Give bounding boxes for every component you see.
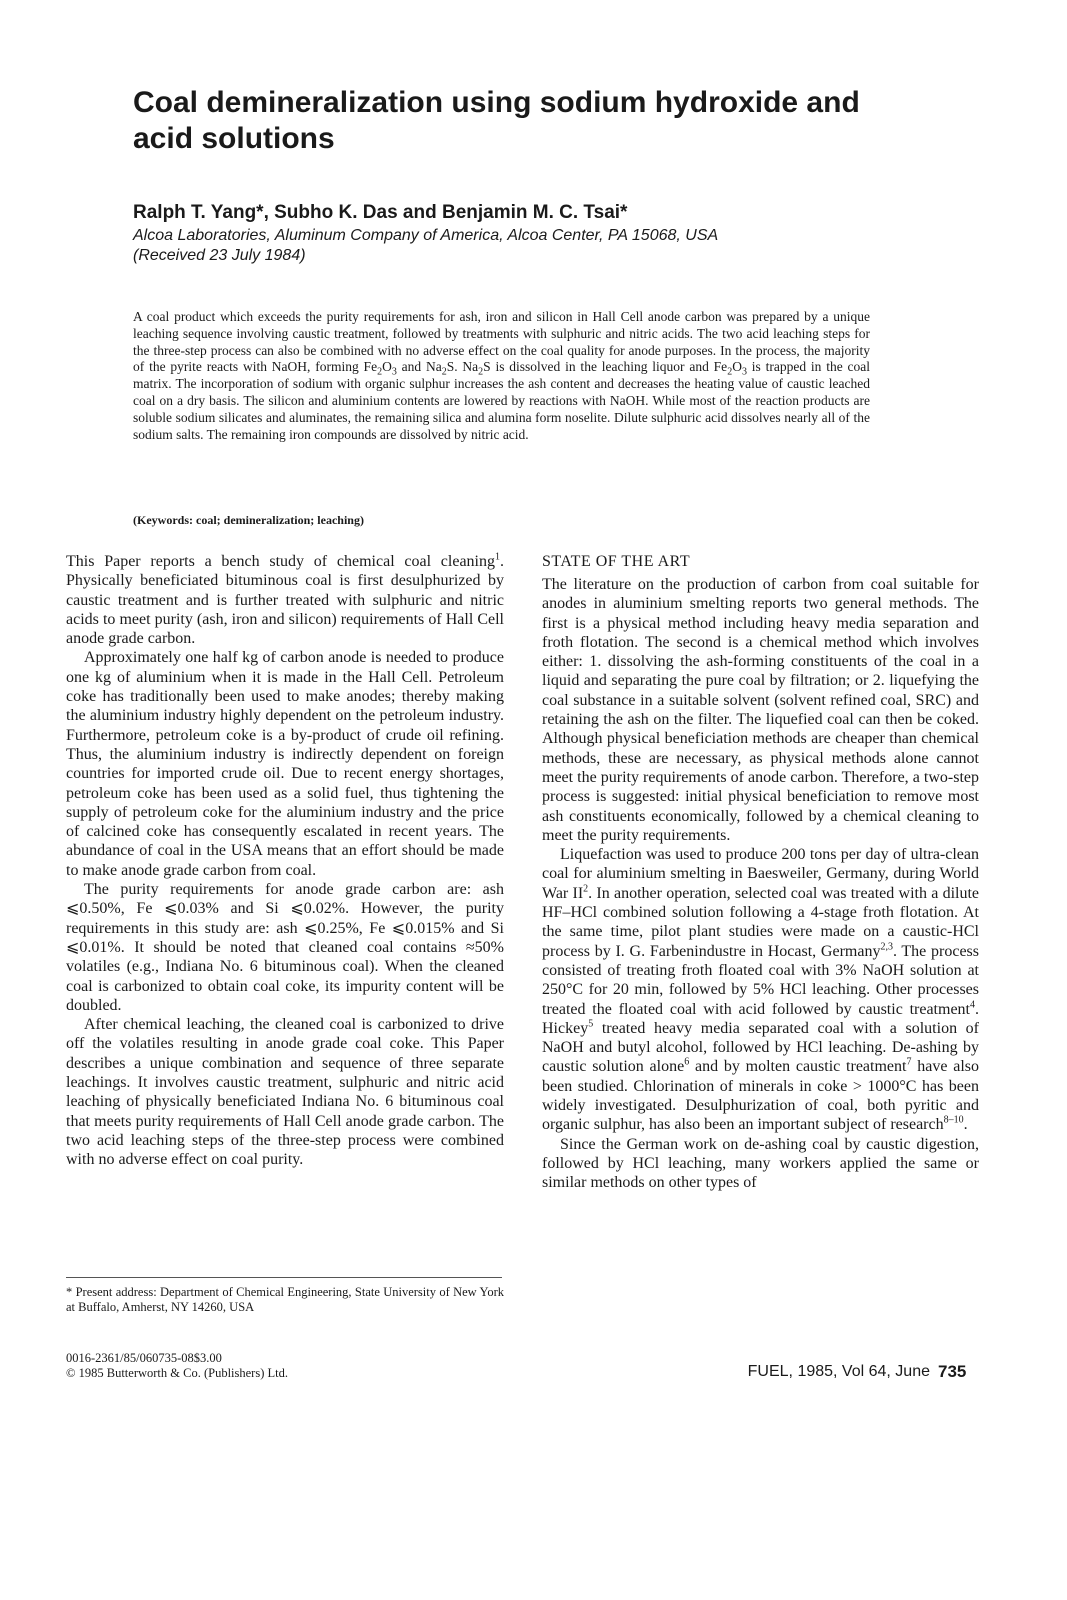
section-heading: STATE OF THE ART (542, 553, 691, 570)
footnote: * Present address: Department of Chemical Engineering, State University of New York at Buffalo, Amherst, NY 14260, USA (66, 1285, 504, 1314)
body-paragraph: This Paper reports a bench study of chemical coal cleaning$^1$. Physically beneficiated bituminous coal is first desulphurized by caustic treatment and is further treated with sulphuric and nitric acids to meet purity (ash, iron and silicon) requirements of Hall Cell anode grade carbon. (66, 551, 504, 648)
paper-title: Coal demineralization using sodium hydroxide and acid solutions (133, 86, 860, 155)
body-paragraph: Since the German work on de-ashing coal by caustic digestion, followed by HCl leaching, many workers applied the same or similar methods on other types of (542, 1135, 979, 1192)
right-column (542, 552, 979, 1193)
copyright-notice: © 1985 Butterworth & Co. (Publishers) Ltd. (66, 1366, 288, 1380)
body-paragraph: Liquefaction was used to produce 200 tons per day of ultra-clean coal for aluminium smelting in Baesweiler, Germany, during World War $II^2$. In another operation, selected coal was treated with a dilute HF–HCl combined solution following a 4-stage froth flotation. At the same time, pilot plant studies were made on a caustic-HCl process by I. G. Farbenindustre in Hocast, Germany$^{2,3}$. The process consisted of treating froth floated coal with 3% NaOH solution at 250°C for 20 min, followed by 5% HCl leaching. Other processes treated the floated coal with acid followed by caustic treatment$^4$. Hickey$^5$ treated heavy media separated coal with a solution of NaOH and butyl alcohol, followed by HCl leaching. De-ashing by caustic solution alone$^6$ and by molten caustic treatment$^7$ have also been studied. Chlorination of minerals in coke > 1000°C has been widely investigated. Desulphurization of coal, both pyritic and organic sulphur, has also been an important subject of research$^{8-10}$. (542, 846, 980, 1134)
affiliation: Alcoa Laboratories, Aluminum Company of America, Alcoa Center, PA 15068, USA (133, 227, 719, 244)
body-paragraph: The purity requirements for anode grade carbon are: ash ⩽0.50%, Fe ⩽0.03% and Si ⩽0.02%. However, the purity requirements in this study are: ash ⩽0.25%, Fe ⩽0.015% and Si ⩽0.01%. It should be noted that cleaned coal contains ≈50% volatiles (e.g., Indiana No. 6 bituminous coal). When the cleaned coal is carbonized to obtain coal coke, its impurity content will be doubled. (66, 881, 504, 1014)
footnote-divider (66, 1277, 502, 1278)
keywords: (Keywords: coal; demineralization; leaching) (133, 513, 364, 527)
journal-citation: FUEL, 1985, Vol 64, June (747, 1363, 930, 1380)
page-number: 735 (938, 1362, 967, 1381)
abstract: A coal product which exceeds the purity requirements for ash, iron and silicon in Hall Cell anode carbon was prepared by a unique leaching sequence involving caustic treatment, followed by treatments with sulphuric and nitric acids. The two acid leaching steps for the three-step process can also be combined with no adverse effect on the coal quality for anode purposes. In the process, the majority of the pyrite reacts with NaOH, forming $Fe_2O_3$ and $Na_2S$. $Na_2S$ is dissolved in the leaching liquor and $Fe_2O_3$ is trapped in the coal matrix. The incorporation of sodium with organic sulphur increases the ash content and decreases the heating value of caustic leached coal on a dry basis. The silicon and aluminium contents are lowered by reactions with NaOH. While most of the reaction products are soluble sodium silicates and aluminates, the remaining silica and alumina form noselite. Dilute sulphuric acid dissolves nearly all of the sodium salts. The remaining iron compounds are dissolved by nitric acid. (133, 309, 871, 442)
issn-code: 0016-2361/85/060735-08$3.00 (66, 1351, 222, 1365)
left-column (66, 552, 504, 1170)
body-paragraph: The literature on the production of carbon from coal suitable for anodes in aluminium smelting reports two general methods. The first is a physical method including heavy media separation and froth flotation. The second is a chemical method which involves either: 1. dissolving the ash-forming constituents of the coal in a liquid and separating the pure coal by filtration; or 2. liquefying the coal substance in a suitable solvent (solvent refined coal, SRC) and retaining the ash on the filter. The liquefied coal can then be coked. Although physical beneficiation methods are cheaper than chemical methods, these are necessary, as physical methods alone cannot meet the purity requirements of anode carbon. Therefore, a two-step process is suggested: initial physical beneficiation to remove most ash constituents economically, followed by a chemical cleaning to meet the purity requirements. (542, 576, 979, 844)
body-paragraph: After chemical leaching, the cleaned coal is carbonized to drive off the volatiles resulting in anode grade coal coke. This Paper describes a unique combination and sequence of three separate leachings. It involves caustic treatment, sulphuric and nitric acid leaching of physically beneficiated Indiana No. 6 bituminous coal that meets purity requirements of Hall Cell anode grade carbon. The two acid leaching steps of the three-step process were combined with no adverse effect on coal purity. (66, 1016, 504, 1169)
received-date: (Received 23 July 1984) (133, 247, 306, 264)
body-paragraph: Approximately one half kg of carbon anode is needed to produce one kg of aluminium when it is made in the Hall Cell. Petroleum coke has traditionally been used to make anodes; thereby making the aluminium industry highly dependent on the petroleum industry. Furthermore, petroleum coke is a by-product of crude oil refining. Thus, the aluminium industry is indirectly dependent on foreign countries for imported crude oil. Due to recent energy shortages, petroleum coke has been used as a solid fuel, thus tightening the supply of petroleum coke for the aluminium industry and the price of calcined coke has consequently escalated in recent years. The abundance of coal in the USA means that an effort should be made to make anode grade carbon from coal. (66, 649, 504, 879)
author-list: Ralph T. Yang*, Subho K. Das and Benjamin M. C. Tsai* (133, 202, 628, 223)
